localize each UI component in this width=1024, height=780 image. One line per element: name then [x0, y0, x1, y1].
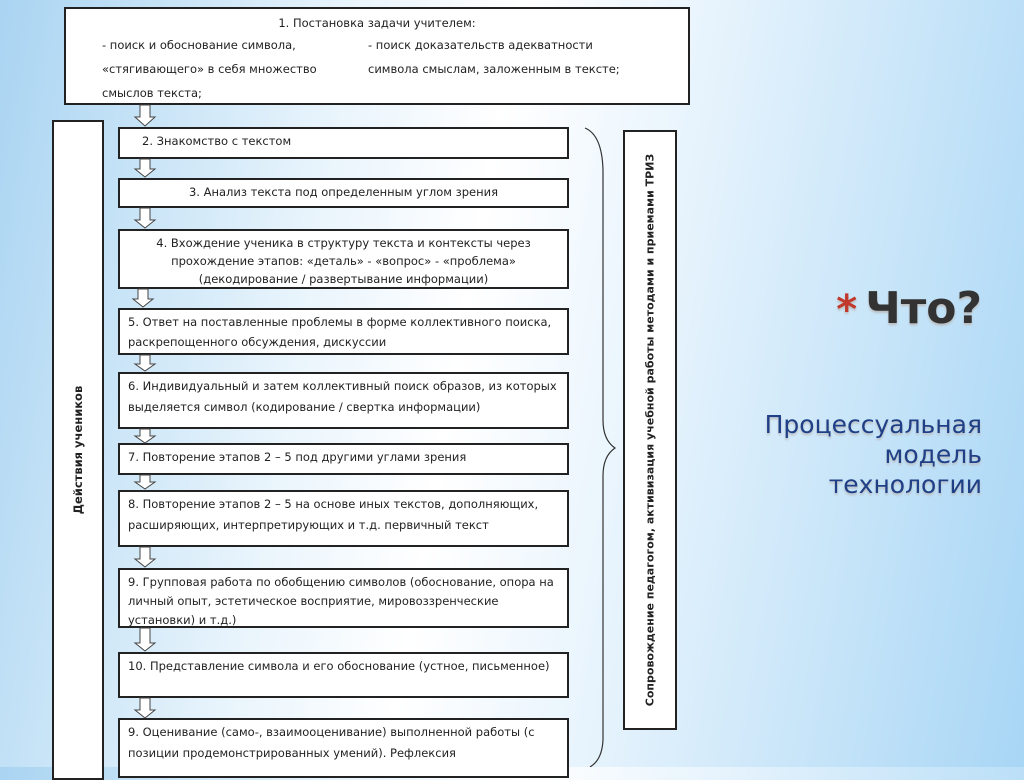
- brace: [585, 128, 615, 767]
- down-arrow-icon: [133, 289, 153, 307]
- students-actions-label: Действия учеников: [71, 385, 85, 515]
- down-arrow-icon: [135, 429, 155, 443]
- slide-subtitle: [765, 410, 982, 500]
- step-1-right-1: - поиск доказательств адекватности: [368, 38, 593, 52]
- bullet-asterisk-icon: *: [836, 287, 858, 333]
- step-7-text: 7. Повторение этапов 2 – 5 под другими углами зрения: [128, 450, 467, 464]
- step-1-left-2: «стягивающего» в себя множество: [102, 62, 317, 76]
- down-arrow-icon: [135, 105, 155, 126]
- step-11-text: 9. Оценивание (само-, взаимооценивание) выполненной работы (с позиции продемонстрированных умений). Рефлексия: [128, 725, 535, 760]
- step-8-text: 8. Повторение этапов 2 – 5 на основе иных текстов, дополняющих, расширяющих, интерпретирующих и т.д. первичный текст: [128, 497, 539, 532]
- teacher-support-label: Сопровождение педагогом, активизация учебной работы методами и приемами ТРИЗ: [643, 153, 657, 707]
- step-6-text: 6. Индивидуальный и затем коллективный поиск образов, из которых выделяется символ (кодирование / свертка информации): [128, 379, 557, 414]
- subtitle-line: технологии: [828, 470, 982, 499]
- down-arrow-icon: [135, 355, 155, 371]
- down-arrow-icon: [135, 208, 155, 228]
- down-arrow-icon: [135, 547, 155, 567]
- step-1-title: 1. Постановка задачи учителем:: [278, 16, 476, 30]
- slide-title: [836, 283, 982, 334]
- down-arrow-icon: [135, 698, 155, 718]
- down-arrow-icon: [135, 628, 155, 651]
- step-1-left-1: - поиск и обоснование символа,: [102, 38, 296, 52]
- down-arrow-icon: [135, 475, 155, 489]
- step-3-text: 3. Анализ текста под определенным углом зрения: [188, 185, 499, 199]
- teacher-support-box: [623, 130, 677, 730]
- step-1-left-3: смыслов текста;: [102, 86, 202, 100]
- subtitle-line: модель: [884, 440, 982, 469]
- step-10-text: 10. Представление символа и его обоснование (устное, письменное): [128, 659, 550, 673]
- title-text: Что?: [865, 283, 982, 334]
- step-2-text: 2. Знакомство с текстом: [142, 134, 292, 148]
- step-4-text: 4. Вхождение ученика в структуру текста и контексты через прохождение этапов: «деталь» - «вопрос» - «проблема» (декодирование / развертывание информации): [156, 236, 531, 286]
- step-9-text: 9. Групповая работа по обобщению символов (обоснование, опора на личный опыт, эстетическое восприятие, мировоззренческие установки) и т.д.): [128, 575, 554, 627]
- subtitle-line: Процессуальная: [764, 410, 982, 439]
- step-1-right-2: символа смыслам, заложенным в тексте;: [368, 62, 620, 76]
- step-5-text: 5. Ответ на поставленные проблемы в форме коллективного поиска, раскрепощенного обсуждения, дискуссии: [128, 315, 552, 349]
- down-arrow-icon: [135, 159, 155, 177]
